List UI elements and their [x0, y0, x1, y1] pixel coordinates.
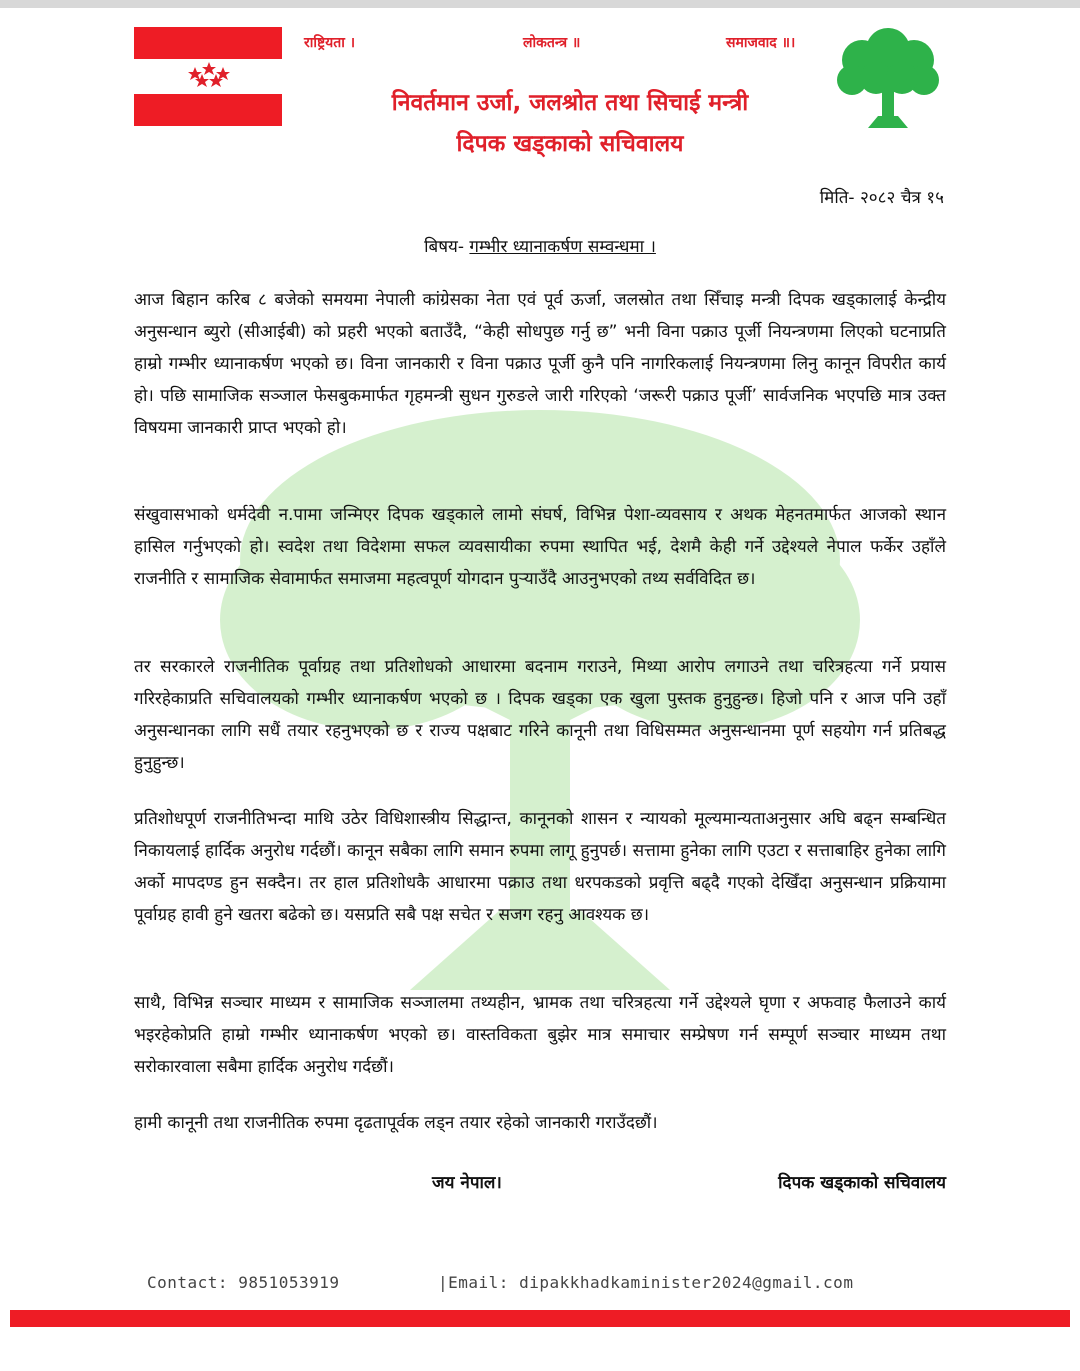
sign-jay-nepal: जय नेपाल। [432, 1173, 502, 1193]
sign-secretariat: दिपक खड्काको सचिवालय [778, 1173, 946, 1193]
paragraph-6: हामी कानूनी तथा राजनीतिक रुपमा दृढतापूर्वक लड्न तयार रहेको जानकारी गराउँदछौं। [134, 1113, 658, 1133]
top-border [0, 0, 1080, 8]
motto-socialism: समाजवाद ॥। [726, 35, 796, 51]
header-title-line1: निवर्तमान उर्जा, जलश्रोत तथा सिचाई मन्त्री [391, 90, 749, 116]
footer-bar [10, 1310, 1070, 1327]
paragraph-1: आज बिहान करिब ८ बजेको समयमा नेपाली कांग्रेसका नेता एवं पूर्व ऊर्जा, जलस्रोत तथा सिँचाइ मन्त्री दिपक खड्कालाई केन्द्रीय अनुसन्धान ब्युरो (सीआईबी) को प्रहरी भएको बताउँदै, “केही सोधपुछ गर्नु छ” भनी विना पक्राउ पूर्जी नियन्त्रणमा लिएको घटनाप्रति हाम्रो गम्भीर ध्यानाकर्षण भएको छ। विना जानकारी र विना पक्राउ पूर्जी कुनै पनि नागरिकलाई नियन्त्रणमा लिनु कानून विपरीत कार्य हो। पछि सामाजिक सञ्जाल फेसबुकमार्फत गृहमन्त्री सुधन गुरुङले जारी गरिएको ‘जरूरी पक्राउ पूर्जी’ सार्वजनिक भएपछि मात्र उक्त विषयमा जानकारी प्राप्त भएको हो। [134, 290, 946, 438]
subject-text: गम्भीर ध्यानाकर्षण सम्वन्धमा । [469, 237, 656, 257]
letter-date: मिति- २०८२ चैत्र १५ [819, 188, 944, 208]
tree-icon [832, 20, 944, 132]
letter-subject [0, 234, 1080, 257]
motto-democracy: लोकतन्त्र ॥ [523, 35, 581, 51]
paragraph-5: साथै, विभिन्न सञ्चार माध्यम र सामाजिक सञ्जालमा तथ्यहीन, भ्रामक तथा चरित्रहत्या गर्ने उद्देश्यले घृणा र अफवाह फैलाउने कार्य भइरहेकोप्रति हाम्रो गम्भीर ध्यानाकर्षण भएको छ। वास्तविकता बुझेर मात्र समाचार सम्प्रेषण गर्न सम्पूर्ण सञ्चार माध्यम तथा सरोकारवाला सबैमा हार्दिक अनुरोध गर्दछौं। [134, 993, 946, 1077]
party-flag-icon [134, 27, 282, 126]
motto-nationalism: राष्ट्रियता । [304, 35, 356, 51]
contact-phone: Contact: 9851053919 [147, 1273, 340, 1292]
header-title-line2: दिपक खड्काको सचिवालय [456, 131, 684, 157]
flag-stripe-top [134, 27, 282, 59]
flag-stripe-bottom [134, 94, 282, 126]
paragraph-2: संखुवासभाको धर्मदेवी न.पामा जन्मिएर दिपक खड्काले लामो संघर्ष, विभिन्न पेशा-व्यवसाय र अथक मेहनतमार्फत आजको स्थान हासिल गर्नुभएको हो। स्वदेश तथा विदेशमा सफल व्यवसायीका रुपमा स्थापित भई, देशमै केही गर्ने उद्देश्यले नेपाल फर्केर उहाँले राजनीति र सामाजिक सेवामार्फत समाजमा महत्वपूर्ण योगदान पुऱ्याउँदै आउनुभएको तथ्य सर्वविदित छ। [134, 505, 946, 589]
paragraph-3: तर सरकारले राजनीतिक पूर्वाग्रह तथा प्रतिशोधको आधारमा बदनाम गराउने, मिथ्या आरोप लगाउने तथा चरित्रहत्या गर्ने प्रयास गरिरहेकाप्रति सचिवालयको गम्भीर ध्यानाकर्षण भएको छ । दिपक खड्का एक खुला पुस्तक हुनुहुन्छ। हिजो पनि र आज पनि उहाँ अनुसन्धानका लागि सधैं तयार रहनुभएको छ र राज्य पक्षबाट गरिने कानूनी तथा विधिसम्मत अनुसन्धानमा पूर्ण सहयोग गर्न प्रतिबद्ध हुनुहुन्छ। [134, 657, 946, 773]
paragraph-4: प्रतिशोधपूर्ण राजनीतिभन्दा माथि उठेर विधिशास्त्रीय सिद्धान्त, कानूनको शासन र न्यायको मूल्यमान्यताअनुसार अघि बढ्न सम्बन्धित निकायलाई हार्दिक अनुरोध गर्दछौं। कानून सबैका लागि समान रुपमा लागू हुनुपर्छ। सत्तामा हुनेका लागि एउटा र सत्ताबाहिर हुनेका लागि अर्को मापदण्ड हुन सक्दैन। तर हाल प्रतिशोधकै आधारमा पक्राउ तथा धरपकडको प्रवृत्ति बढ्दै गएको देखिँदा अनुसन्धान प्रक्रियामा पूर्वाग्रह हावी हुने खतरा बढेको छ। यसप्रति सबै पक्ष सचेत र सजग रहनु आवश्यक छ। [134, 809, 946, 925]
flag-stars-icon [184, 61, 234, 89]
subject-label: बिषय- [424, 237, 465, 257]
contact-email: |Email: dipakkhadkaminister2024@gmail.com [438, 1273, 854, 1292]
